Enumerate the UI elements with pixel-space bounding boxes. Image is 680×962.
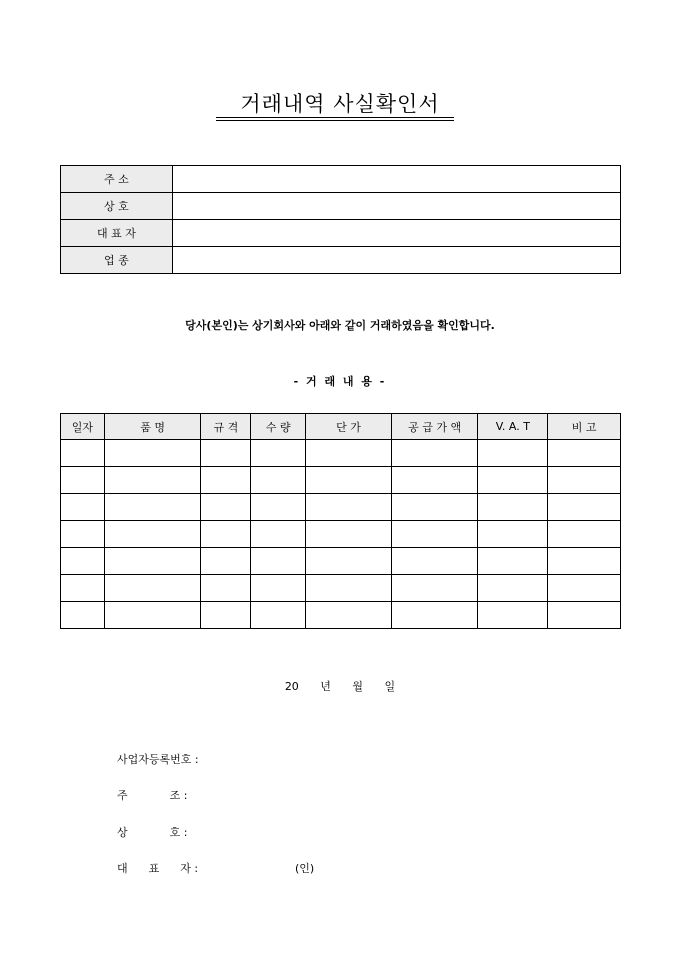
transaction-row — [61, 521, 621, 548]
header-supply-amount: 공 급 가 액 — [391, 414, 478, 440]
transaction-cell[interactable] — [104, 602, 201, 629]
transaction-cell[interactable] — [104, 575, 201, 602]
representative-label: 대 표 자 : — [117, 862, 199, 875]
transaction-cell[interactable] — [61, 521, 105, 548]
seal-mark: (인) — [295, 862, 315, 875]
company-info-table — [60, 165, 621, 274]
company-label: 상 호 : — [117, 826, 188, 839]
info-row-representative — [61, 220, 621, 247]
transaction-cell[interactable] — [478, 575, 548, 602]
transaction-cell[interactable] — [201, 602, 251, 629]
transaction-cell[interactable] — [391, 548, 478, 575]
transaction-cell[interactable] — [391, 467, 478, 494]
info-label-business-type: 업 종 — [61, 247, 173, 274]
signature-representative — [117, 860, 315, 876]
info-row-company — [61, 193, 621, 220]
transaction-cell[interactable] — [201, 548, 251, 575]
transaction-cell[interactable] — [61, 602, 105, 629]
transaction-cell[interactable] — [251, 467, 306, 494]
transaction-cell[interactable] — [548, 494, 621, 521]
transaction-cell[interactable] — [201, 467, 251, 494]
title-underline — [216, 117, 454, 118]
info-label-address: 주 소 — [61, 166, 173, 193]
transaction-cell[interactable] — [548, 440, 621, 467]
header-unit-price: 단 가 — [306, 414, 392, 440]
transaction-table — [60, 413, 621, 629]
transaction-row — [61, 548, 621, 575]
transaction-cell[interactable] — [201, 521, 251, 548]
info-row-business-type — [61, 247, 621, 274]
transaction-row — [61, 494, 621, 521]
transaction-header-row — [61, 414, 621, 440]
info-value-representative[interactable] — [172, 220, 620, 247]
transaction-cell[interactable] — [548, 575, 621, 602]
address-label: 주 조 : — [117, 789, 188, 802]
transaction-cell[interactable] — [548, 467, 621, 494]
transaction-cell[interactable] — [306, 440, 392, 467]
transaction-cell[interactable] — [201, 575, 251, 602]
info-row-address — [61, 166, 621, 193]
transaction-cell[interactable] — [306, 575, 392, 602]
confirmation-statement: 당사(본인)는 상기회사와 아래와 같이 거래하였음을 확인합니다. — [185, 319, 495, 332]
transaction-cell[interactable] — [251, 494, 306, 521]
document-title: 거래내역 사실확인서 — [240, 92, 440, 116]
transaction-cell[interactable] — [478, 494, 548, 521]
transaction-row — [61, 440, 621, 467]
header-quantity: 수 량 — [251, 414, 306, 440]
header-item-name: 품 명 — [104, 414, 201, 440]
transaction-cell[interactable] — [251, 602, 306, 629]
transaction-cell[interactable] — [306, 602, 392, 629]
transaction-cell[interactable] — [104, 494, 201, 521]
date-line: 20 년 월 일 — [284, 680, 396, 693]
transaction-cell[interactable] — [391, 602, 478, 629]
signature-registration-number — [117, 751, 199, 767]
transaction-cell[interactable] — [306, 521, 392, 548]
title-underline-double — [216, 120, 454, 121]
transaction-cell[interactable] — [478, 548, 548, 575]
transaction-cell[interactable] — [478, 521, 548, 548]
transaction-cell[interactable] — [548, 602, 621, 629]
signature-company — [117, 824, 209, 840]
transaction-cell[interactable] — [306, 494, 392, 521]
info-label-company: 상 호 — [61, 193, 173, 220]
transaction-cell[interactable] — [391, 440, 478, 467]
transaction-cell[interactable] — [548, 521, 621, 548]
signature-address — [117, 787, 209, 803]
transaction-cell[interactable] — [61, 575, 105, 602]
transaction-cell[interactable] — [478, 602, 548, 629]
transaction-cell[interactable] — [251, 575, 306, 602]
transaction-cell[interactable] — [104, 467, 201, 494]
header-spec: 규 격 — [201, 414, 251, 440]
transaction-cell[interactable] — [478, 440, 548, 467]
transaction-cell[interactable] — [548, 548, 621, 575]
section-subtitle: - 거 래 내 용 - — [293, 375, 387, 388]
info-value-company[interactable] — [172, 193, 620, 220]
transaction-cell[interactable] — [391, 494, 478, 521]
transaction-row — [61, 602, 621, 629]
header-vat: V. A. T — [478, 414, 548, 440]
transaction-cell[interactable] — [61, 467, 105, 494]
transaction-cell[interactable] — [478, 467, 548, 494]
transaction-cell[interactable] — [201, 440, 251, 467]
transaction-cell[interactable] — [104, 548, 201, 575]
registration-number-label: 사업자등록번호 : — [117, 753, 199, 766]
transaction-row — [61, 575, 621, 602]
transaction-cell[interactable] — [104, 440, 201, 467]
transaction-cell[interactable] — [61, 440, 105, 467]
info-value-address[interactable] — [172, 166, 620, 193]
transaction-cell[interactable] — [391, 575, 478, 602]
transaction-cell[interactable] — [251, 440, 306, 467]
transaction-cell[interactable] — [251, 548, 306, 575]
transaction-cell[interactable] — [251, 521, 306, 548]
info-value-business-type[interactable] — [172, 247, 620, 274]
transaction-cell[interactable] — [61, 548, 105, 575]
transaction-cell[interactable] — [306, 467, 392, 494]
transaction-cell[interactable] — [201, 494, 251, 521]
info-label-representative: 대 표 자 — [61, 220, 173, 247]
transaction-cell[interactable] — [306, 548, 392, 575]
transaction-row — [61, 467, 621, 494]
header-remarks: 비 고 — [548, 414, 621, 440]
transaction-cell[interactable] — [61, 494, 105, 521]
transaction-cell[interactable] — [104, 521, 201, 548]
transaction-cell[interactable] — [391, 521, 478, 548]
header-date: 일자 — [61, 414, 105, 440]
